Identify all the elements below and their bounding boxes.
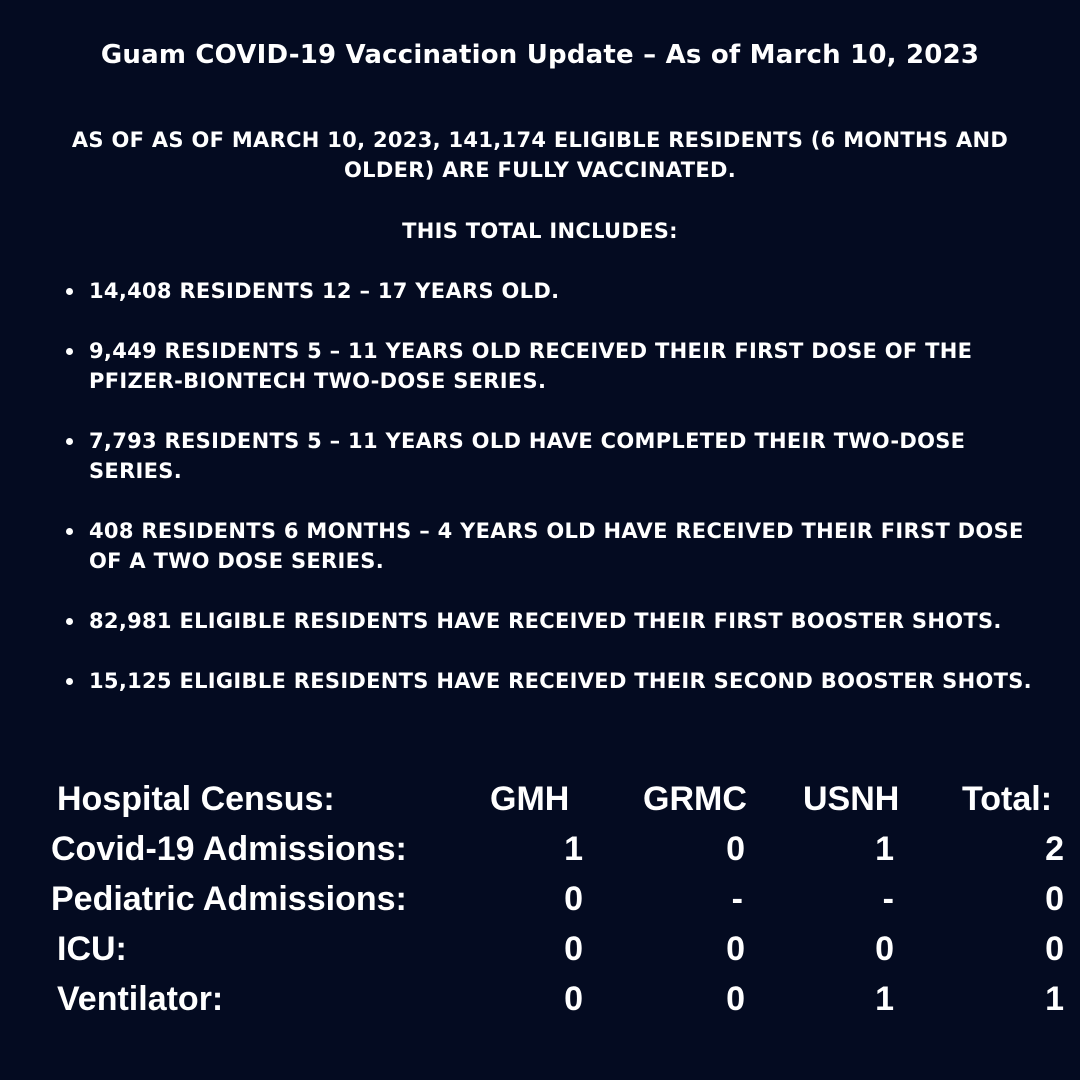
bullet-text: 15,125 ELIGIBLE RESIDENTS HAVE RECEIVED THEIR SECOND BOOSTER SHOTS. (89, 669, 1032, 693)
census-cell-total: 2 (1045, 830, 1064, 868)
census-cell-total: 1 (1045, 980, 1064, 1018)
vaccination-bullet-list (62, 276, 1042, 696)
bullet-text: 408 RESIDENTS 6 MONTHS – 4 YEARS OLD HAVE RECEIVED THEIR FIRST DOSE OF A TWO DOSE SERIES. (89, 519, 1024, 573)
bullet-item (62, 666, 1042, 696)
bullet-text: 82,981 ELIGIBLE RESIDENTS HAVE RECEIVED THEIR FIRST BOOSTER SHOTS. (89, 609, 1002, 633)
census-cell-total: 0 (1045, 880, 1064, 918)
bullet-item (62, 336, 1042, 396)
census-row-label: Pediatric Admissions: (51, 880, 407, 918)
census-row-ventilator (0, 974, 1080, 1024)
page-title: Guam COVID-19 Vaccination Update – As of March 10, 2023 (100, 40, 980, 70)
bullet-item (62, 426, 1042, 486)
bullet-text: 7,793 RESIDENTS 5 – 11 YEARS OLD HAVE COMPLETED THEIR TWO-DOSE SERIES. (89, 429, 966, 483)
bullet-dot-icon (66, 678, 73, 685)
census-cell-usnh: 1 (875, 980, 894, 1018)
intro-text: AS OF AS OF MARCH 10, 2023, 141,174 ELIGIBLE RESIDENTS (6 MONTHS AND OLDER) ARE FULLY VACCINATED. (71, 128, 1009, 182)
census-header-gmh: GMH (490, 780, 570, 818)
census-row-label: Covid-19 Admissions: (51, 830, 407, 868)
census-cell-total: 0 (1045, 930, 1064, 968)
census-cell-grmc: 0 (726, 830, 745, 868)
census-row-covid-admissions (0, 824, 1080, 874)
census-cell-gmh: 0 (564, 980, 583, 1018)
census-cell-usnh: 0 (875, 930, 894, 968)
census-cell-usnh: - (882, 880, 894, 918)
bullet-dot-icon (66, 288, 73, 295)
hospital-census-table (0, 774, 1080, 1034)
bullet-dot-icon (66, 348, 73, 355)
census-header-row (0, 774, 1080, 824)
includes-label: THIS TOTAL INCLUDES: (402, 219, 678, 243)
bullet-dot-icon (66, 438, 73, 445)
census-cell-usnh: 1 (875, 830, 894, 868)
bullet-item (62, 516, 1042, 576)
census-row-pediatric-admissions (0, 874, 1080, 924)
census-row-label: ICU: (57, 930, 127, 968)
census-cell-grmc: 0 (726, 980, 745, 1018)
bullet-text: 14,408 RESIDENTS 12 – 17 YEARS OLD. (89, 279, 560, 303)
census-cell-gmh: 0 (564, 930, 583, 968)
bullet-dot-icon (66, 618, 73, 625)
bullet-item (62, 606, 1042, 636)
census-cell-gmh: 0 (564, 880, 583, 918)
bullet-text: 9,449 RESIDENTS 5 – 11 YEARS OLD RECEIVED THEIR FIRST DOSE OF THE PFIZER-BIONTECH TWO-DOSE SERIES. (89, 339, 973, 393)
census-cell-grmc: 0 (726, 930, 745, 968)
census-cell-grmc: - (731, 880, 743, 918)
census-row-icu (0, 924, 1080, 974)
census-header-grmc: GRMC (643, 780, 747, 818)
bullet-item (62, 276, 1042, 306)
bullet-dot-icon (66, 528, 73, 535)
census-row-label: Ventilator: (57, 980, 224, 1018)
census-cell-gmh: 1 (564, 830, 583, 868)
census-header-usnh: USNH (803, 780, 900, 818)
census-header-label: Hospital Census: (57, 780, 335, 818)
census-header-total: Total: (962, 780, 1053, 818)
